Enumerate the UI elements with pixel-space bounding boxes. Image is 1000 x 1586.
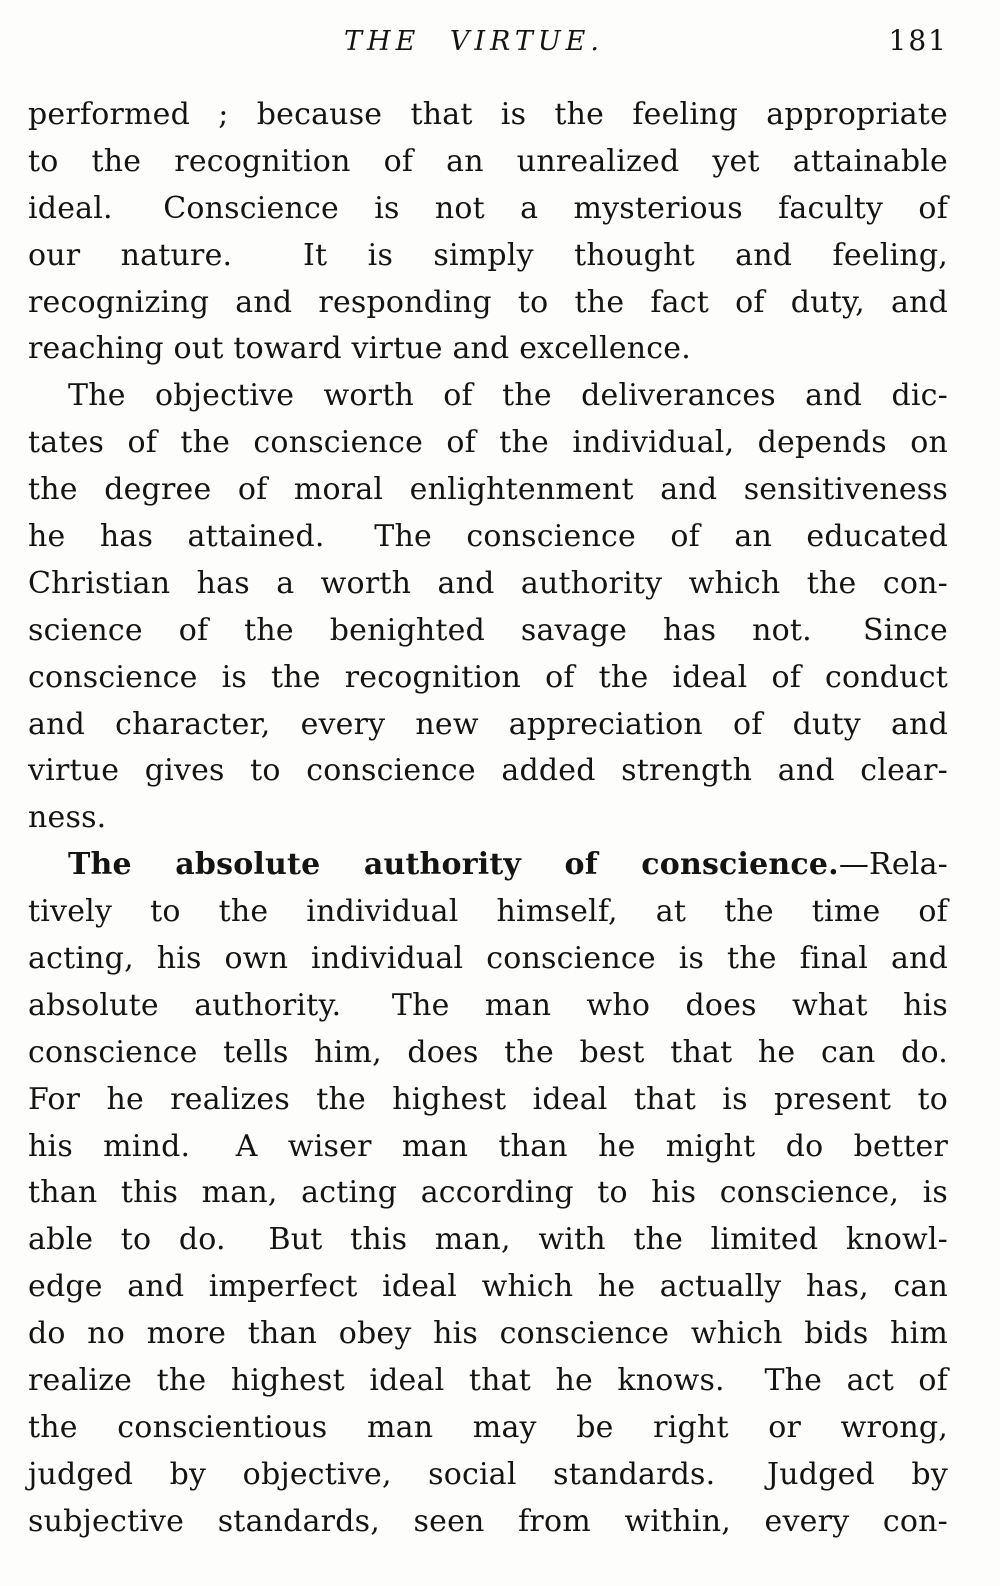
running-title: THE VIRTUE. (344, 26, 604, 57)
page-header (28, 24, 948, 64)
text-line (28, 280, 948, 327)
text-run: the degree of moral enlightenment and sensitiveness (28, 472, 948, 508)
text-run: tively to the individual himself, at the time of (28, 894, 948, 930)
text-run: —Rela- (838, 847, 948, 883)
text-run: For he realizes the highest ideal that is present to (28, 1081, 948, 1117)
text-run: judged by objective, social standards. Judged by (28, 1456, 948, 1492)
text-run: conscience is the recognition of the ideal of conduct (28, 659, 948, 695)
text-line (28, 748, 948, 795)
text-run: tates of the conscience of the individual, depends on (28, 425, 948, 461)
text-run: recognizing and responding to the fact of duty, and (28, 284, 948, 320)
text-line (28, 1264, 948, 1311)
text-line (28, 1405, 948, 1452)
text-line (28, 608, 948, 655)
text-run: do no more than obey his conscience which bids him (28, 1316, 948, 1352)
text-line (28, 1358, 948, 1405)
text-run: reaching out toward virtue and excellence. (28, 331, 691, 367)
text-run: he has attained. The conscience of an educated (28, 519, 948, 555)
text-run: his mind. A wiser man than he might do better (28, 1128, 948, 1164)
text-run: the conscientious man may be right or wrong, (28, 1409, 948, 1445)
text-run: than this man, acting according to his conscience, is (28, 1175, 948, 1211)
text-run: ideal. Conscience is not a mysterious faculty of (28, 190, 948, 226)
text-run: acting, his own individual conscience is the final and (28, 941, 948, 977)
text-line (28, 139, 948, 186)
text-line (28, 186, 948, 233)
text-line (28, 233, 948, 280)
text-line (28, 795, 948, 842)
text-line (28, 655, 948, 702)
text-line (28, 936, 948, 983)
text-line (28, 1124, 948, 1171)
text-run: to the recognition of an unrealized yet attainable (28, 143, 948, 179)
text-run: science of the benighted savage has not. Since (28, 612, 948, 648)
text-run: The objective worth of the deliverances and dic- (68, 378, 948, 414)
text-run: our nature. It is simply thought and feeling, (28, 237, 948, 273)
text-run: ness. (28, 800, 107, 836)
text-line (28, 92, 948, 139)
text-run: conscience tells him, does the best that he can do. (28, 1034, 948, 1070)
text-line (28, 1499, 948, 1546)
text-line (28, 420, 948, 467)
text-run: subjective standards, seen from within, every con- (28, 1503, 948, 1539)
text-run: realize the highest ideal that he knows. The act of (28, 1363, 948, 1399)
text-line (28, 889, 948, 936)
text-line (28, 467, 948, 514)
text-line (28, 1077, 948, 1124)
text-line (28, 983, 948, 1030)
text-line (28, 1452, 948, 1499)
run-in-heading: The absolute authority of conscience. (68, 847, 839, 883)
text-line (28, 373, 948, 420)
text-run: virtue gives to conscience added strength and clear- (28, 753, 948, 789)
paragraph (28, 373, 948, 842)
text-run: and character, every new appreciation of duty and (28, 706, 948, 742)
text-run: absolute authority. The man who does what his (28, 987, 948, 1023)
text-line (28, 1030, 948, 1077)
text-line (28, 561, 948, 608)
paragraph (28, 92, 948, 373)
text-line (28, 702, 948, 749)
text-run: Christian has a worth and authority which the con- (28, 565, 948, 601)
text-line (28, 1170, 948, 1217)
paragraph (28, 842, 948, 1545)
text-line (28, 326, 948, 373)
text-line (28, 1217, 948, 1264)
text-run: edge and imperfect ideal which he actually has, can (28, 1269, 948, 1305)
text-run: performed ; because that is the feeling appropriate (28, 97, 948, 132)
text-run: able to do. But this man, with the limited knowl- (28, 1222, 948, 1258)
text-line (28, 842, 948, 889)
text-line (28, 514, 948, 561)
page-body (28, 92, 948, 1546)
text-line (28, 1311, 948, 1358)
page-number: 181 (888, 24, 948, 57)
